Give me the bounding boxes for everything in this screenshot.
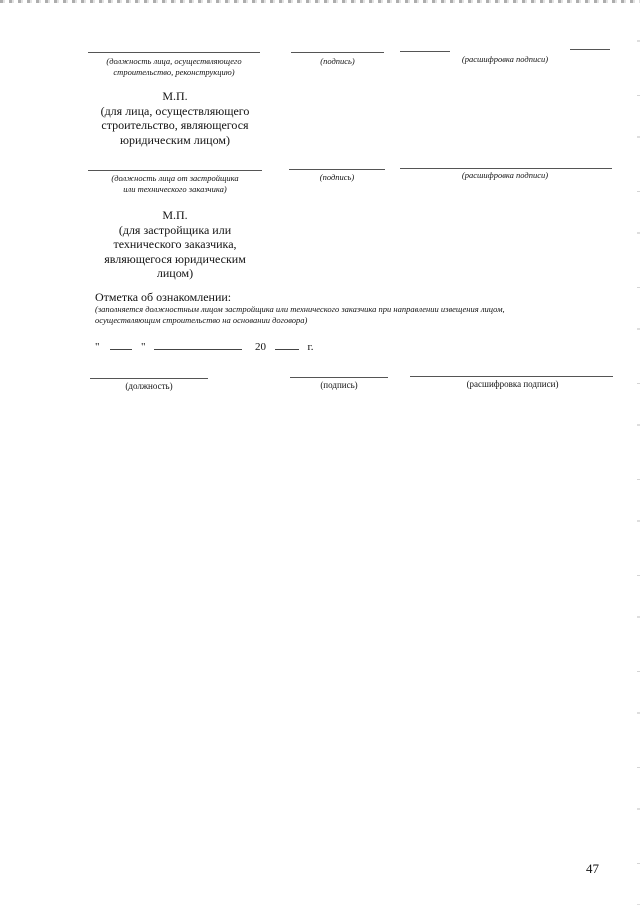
signature-line-1	[291, 52, 384, 53]
stamp-2-line2: (для застройщика или	[118, 222, 232, 237]
page-number: 47	[586, 861, 599, 876]
date-open-quote: "	[95, 341, 100, 353]
position-caption-1-line2: строительство, реконструкцию)	[113, 67, 235, 77]
signature-line-2	[289, 169, 385, 170]
acknowledgement-note-line2: осуществляющим строительство на основании договора)	[95, 315, 308, 325]
decoding-line-2	[400, 168, 612, 169]
signature-caption-1: (подпись)	[320, 56, 355, 66]
position-caption-3: (должность)	[125, 381, 173, 391]
signature-caption-3: (подпись)	[320, 380, 358, 390]
decoding-line-1a	[400, 51, 450, 52]
signature-line-3	[290, 377, 388, 378]
decoding-caption-3: (расшифровка подписи)	[466, 379, 559, 389]
date-year-suffix: г.	[307, 341, 314, 353]
stamp-2	[90, 208, 260, 281]
date-row	[95, 340, 314, 354]
position-caption-2-line2: или технического заказчика)	[123, 184, 227, 194]
date-year-prefix: 20	[255, 341, 266, 353]
scan-edge-top	[0, 0, 640, 3]
stamp-1-line2: (для лица, осуществляющего	[100, 103, 250, 118]
stamp-1-line3: строительство, являющегося	[101, 118, 249, 132]
stamp-1-line4: юридическим лицом)	[120, 132, 230, 147]
acknowledgement-title: Отметка об ознакомлении:	[95, 290, 232, 304]
stamp-2-line5: лицом)	[156, 266, 194, 280]
decoding-caption-1: (расшифровка подписи)	[461, 54, 549, 64]
position-line-1	[88, 52, 260, 53]
decoding-caption-2: (расшифровка подписи)	[461, 170, 549, 180]
date-day-blank	[110, 340, 132, 350]
stamp-1	[90, 89, 260, 147]
acknowledgement-note-line1: (заполняется должностным лицом застройщика или технического заказчика при направлении извещения лицом,	[95, 304, 505, 314]
stamp-2-line1: М.П.	[162, 208, 188, 222]
stamp-2-line3: технического заказчика,	[113, 237, 237, 251]
decoding-line-3	[410, 376, 613, 377]
decoding-line-1b	[570, 49, 610, 50]
stamp-1-line1: М.П.	[162, 89, 188, 103]
date-close-quote: "	[141, 341, 146, 353]
position-caption-2-line1: (должность лица от застройщика	[111, 173, 239, 183]
date-month-blank	[154, 340, 242, 350]
position-caption-1-line1: (должность лица, осуществляющего	[106, 56, 242, 66]
position-line-3	[90, 378, 208, 379]
date-year-blank	[275, 340, 299, 350]
stamp-2-line4: являющегося юридическим	[104, 251, 246, 266]
position-line-2	[88, 170, 262, 171]
signature-caption-2: (подпись)	[319, 172, 355, 182]
